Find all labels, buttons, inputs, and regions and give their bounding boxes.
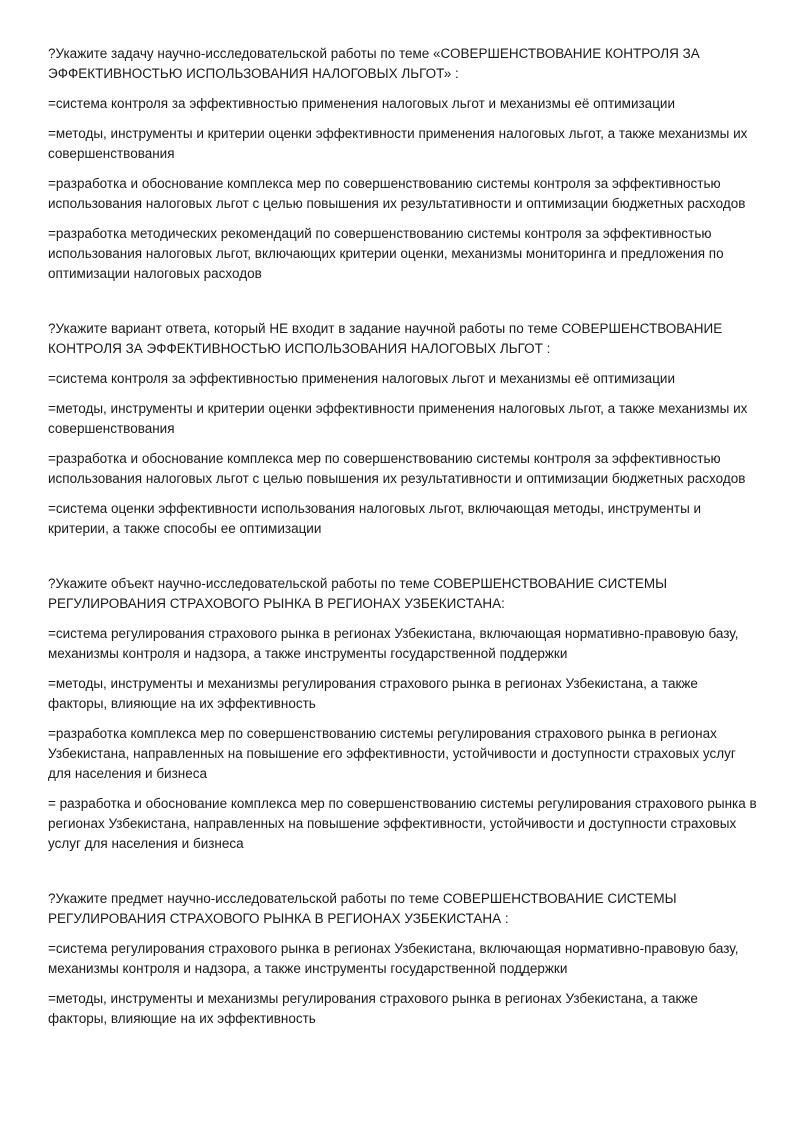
- question-block-3: [48, 574, 760, 854]
- answer-option: =система контроля за эффективностью применения налоговых льгот и механизмы её оптимизации: [48, 371, 676, 386]
- answer-option: =методы, инструменты и механизмы регулирования страхового рынка в регионах Узбекистана, а также факторы, влияющие на их эффективность: [48, 991, 698, 1026]
- answer-option: =разработка комплекса мер по совершенствованию системы регулирования страхового рынка в регионах Узбекистана, направленных на повышение его эффективности, устойчивости и доступности страховых услуг для населения и бизнеса: [48, 726, 736, 781]
- answer-option: =методы, инструменты и критерии оценки эффективности применения налоговых льгот, а также механизмы их совершенствования: [48, 401, 748, 436]
- question-block-2: [48, 319, 760, 539]
- document-page: [48, 44, 760, 1064]
- answer-option: =методы, инструменты и критерии оценки эффективности применения налоговых льгот, а также механизмы их совершенствования: [48, 126, 748, 161]
- question-block-4: [48, 889, 760, 1029]
- answer-option: = разработка и обоснование комплекса мер по совершенствованию системы регулирования страхового рынка в регионах Узбекистана, направленных на повышение эффективности, устойчивости и доступности страховых услуг для населения и бизнеса: [48, 796, 757, 851]
- question-text: ?Укажите задачу научно-исследовательской работы по теме «СОВЕРШЕНСТВОВАНИЕ КОНТРОЛЯ ЗА ЭФФЕКТИВНОСТЬЮ ИСПОЛЬЗОВАНИЯ НАЛОГОВЫХ ЛЬГОТ» :: [48, 46, 700, 81]
- answer-option: =система контроля за эффективностью применения налоговых льгот и механизмы её оптимизации: [48, 96, 676, 111]
- question-text: ?Укажите вариант ответа, который НЕ входит в задание научной работы по теме СОВЕРШЕНСТВОВАНИЕ КОНТРОЛЯ ЗА ЭФФЕКТИВНОСТЬЮ ИСПОЛЬЗОВАНИЯ НАЛОГОВЫХ ЛЬГОТ :: [48, 321, 723, 356]
- question-block-1: [48, 44, 760, 284]
- answer-option: =разработка методических рекомендаций по совершенствованию системы контроля за эффективностью использования налоговых льгот, включающих критерии оценки, механизмы мониторинга и предложения по оптимизации налоговых расходов: [48, 226, 724, 281]
- question-text: ?Укажите предмет научно-исследовательской работы по теме СОВЕРШЕНСТВОВАНИЕ СИСТЕМЫ РЕГУЛИРОВАНИЯ СТРАХОВОГО РЫНКА В РЕГИОНАХ УЗБЕКИСТАНА :: [48, 891, 677, 926]
- question-text: ?Укажите объект научно-исследовательской работы по теме СОВЕРШЕНСТВОВАНИЕ СИСТЕМЫ РЕГУЛИРОВАНИЯ СТРАХОВОГО РЫНКА В РЕГИОНАХ УЗБЕКИСТАНА:: [48, 576, 668, 611]
- answer-option: =разработка и обоснование комплекса мер по совершенствованию системы контроля за эффективностью использования налоговых льгот с целью повышения их результативности и оптимизации бюджетных расходов: [48, 176, 746, 211]
- answer-option: =разработка и обоснование комплекса мер по совершенствованию системы контроля за эффективностью использования налоговых льгот с целью повышения их результативности и оптимизации бюджетных расходов: [48, 451, 746, 486]
- answer-option: =система регулирования страхового рынка в регионах Узбекистана, включающая нормативно-правовую базу, механизмы контроля и надзора, а также инструменты государственной поддержки: [48, 941, 739, 976]
- answer-option: =система регулирования страхового рынка в регионах Узбекистана, включающая нормативно-правовую базу, механизмы контроля и надзора, а также инструменты государственной поддержки: [48, 626, 739, 661]
- answer-option: =система оценки эффективности использования налоговых льгот, включающая методы, инструменты и критерии, а также способы ее оптимизации: [48, 501, 702, 536]
- answer-option: =методы, инструменты и механизмы регулирования страхового рынка в регионах Узбекистана, а также факторы, влияющие на их эффективность: [48, 676, 698, 711]
